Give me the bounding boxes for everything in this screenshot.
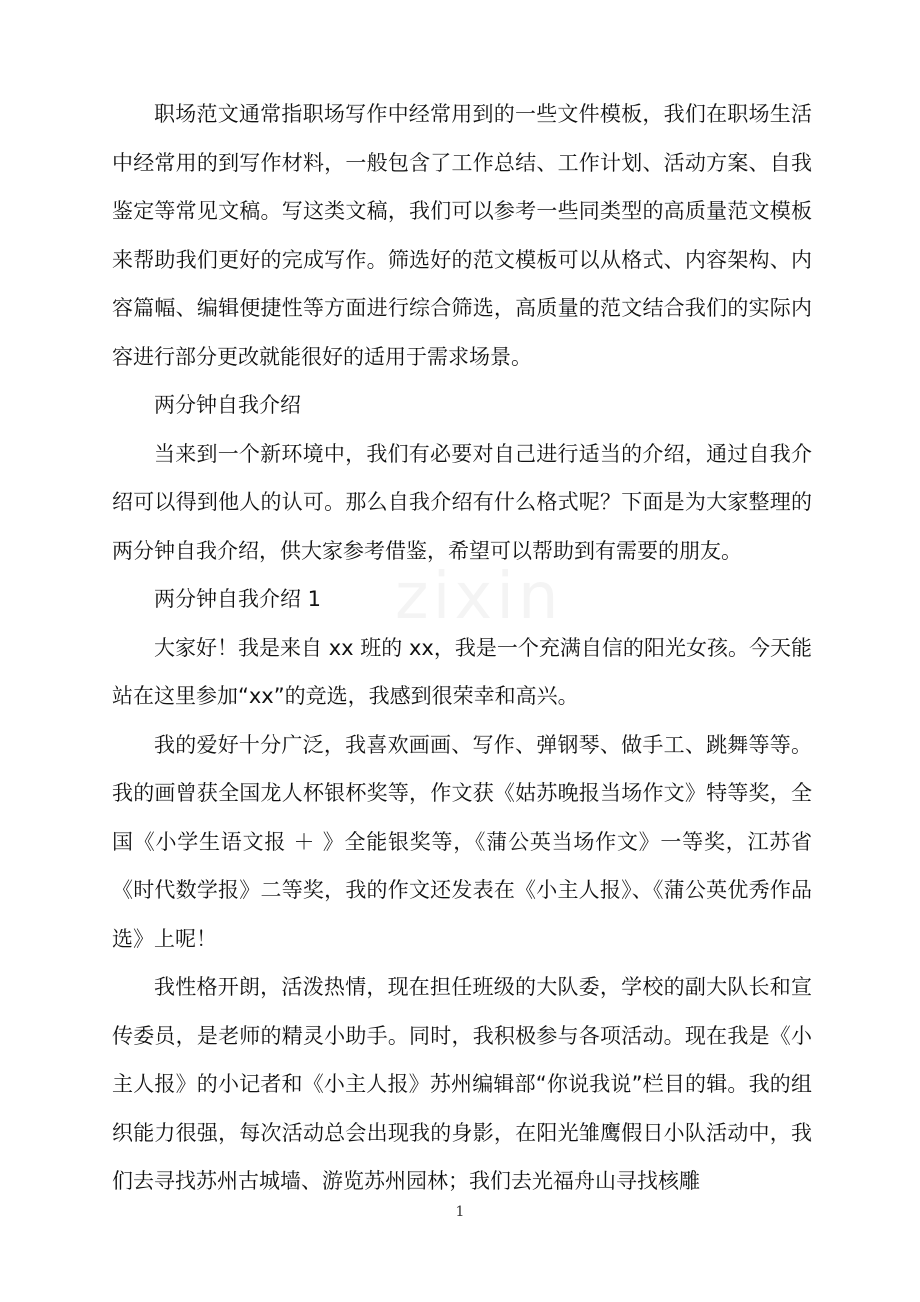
section-intro-paragraph: 当来到一个新环境中，我们有必要对自己进行适当的介绍，通过自我介绍可以得到他人的认可。那么自我介绍有什么格式呢？下面是为大家整理的两分钟自我介绍，供大家参考借鉴，希望可以帮助到有需要的朋友。 — [112, 441, 812, 563]
document-body — [112, 90, 812, 1206]
personality-paragraph: 我性格开朗，活泼热情，现在担任班级的大队委，学校的副大队长和宣传委员，是老师的精灵小助手。同时，我积极参与各项活动。现在我是《小主人报》的小记者和《小主人报》苏州编辑部“你说我说”栏目的辑。我的组织能力很强，每次活动总会出现我的身影，在阳光雏鹰假日小队活动中，我们去寻找苏州古城墙、游览苏州园林；我们去光福舟山寻找核雕 — [112, 975, 812, 1193]
subsection-title: 两分钟自我介绍 1 — [154, 587, 322, 611]
greeting-paragraph: 大家好！我是来自 xx 班的 xx，我是一个充满自信的阳光女孩。今天能站在这里参加“xx”的竞选，我感到很荣幸和高兴。 — [112, 635, 812, 708]
intro-paragraph: 职场范文通常指职场写作中经常用到的一些文件模板，我们在职场生活中经常用的到写作材料，一般包含了工作总结、工作计划、活动方案、自我鉴定等常见文稿。写这类文稿，我们可以参考一些同类型的高质量范文模板来帮助我们更好的完成写作。筛选好的范文模板可以从格式、内容架构、内容篇幅、编辑便捷性等方面进行综合筛选，高质量的范文结合我们的实际内容进行部分更改就能很好的适用于需求场景。 — [112, 102, 812, 369]
page-number: 1 — [455, 1204, 465, 1220]
hobbies-paragraph: 我的爱好十分广泛，我喜欢画画、写作、弹钢琴、做手工、跳舞等等。我的画曾获全国龙人杯银杯奖等，作文获《姑苏晚报当场作文》特等奖，全国《小学生语文报 ＋ 》全能银奖等，《蒲公英当场作文》一等奖，江苏省《时代数学报》二等奖，我的作文还发表在《小主人报》、《蒲公英优秀作品选》上呢！ — [112, 732, 812, 951]
section-title: 两分钟自我介绍 — [154, 393, 301, 417]
